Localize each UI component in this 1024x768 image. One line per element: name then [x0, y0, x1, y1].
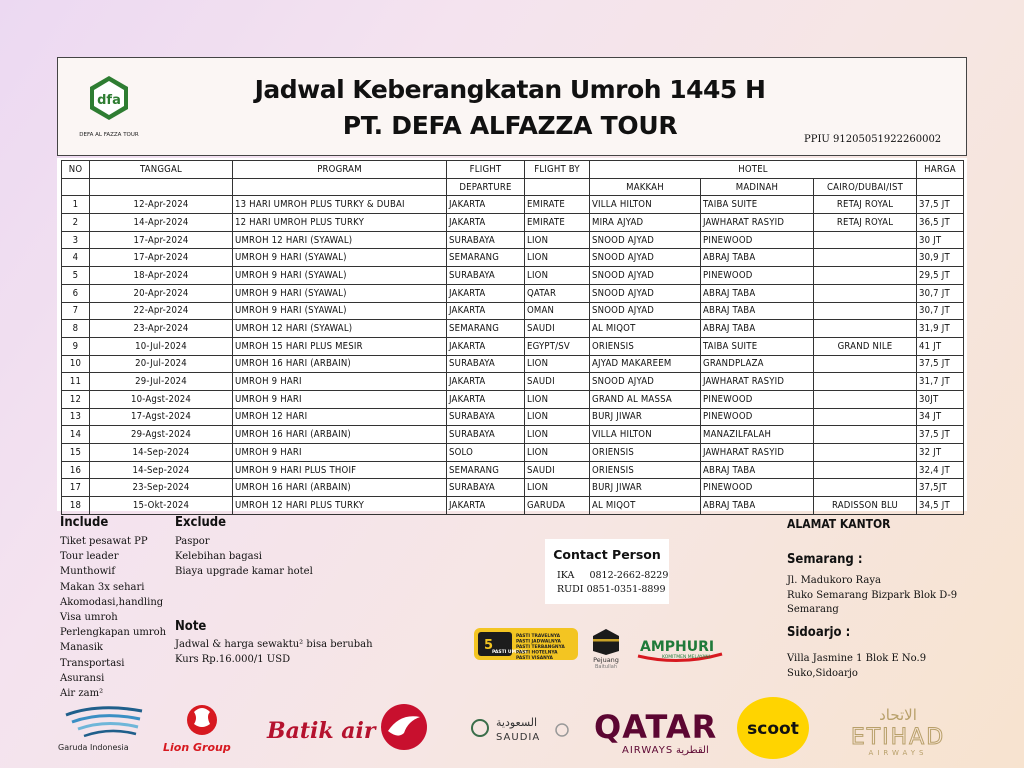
cell-program: UMROH 9 HARI [233, 390, 447, 408]
cell-cairo [814, 355, 917, 373]
cell-tanggal: 29-Agst-2024 [90, 426, 233, 444]
semarang-title: Semarang : [787, 552, 863, 567]
cell-harga: 30,9 JT [917, 249, 964, 267]
cell-tanggal: 15-Okt-2024 [90, 497, 233, 515]
cell-no: 1 [62, 196, 90, 214]
cell-no: 5 [62, 267, 90, 285]
table-row [62, 497, 964, 515]
cell-departure: SEMARANG [447, 249, 525, 267]
cell-harga: 30,7 JT [917, 284, 964, 302]
cell-madinah: JAWHARAT RASYID [701, 373, 814, 391]
qatar-arabic: القطرية [676, 745, 709, 756]
cell-makkah: BURJ JIWAR [590, 479, 701, 497]
cell-madinah: JAWHARAT RASYID [701, 444, 814, 462]
cell-flight-by: SAUDI [525, 373, 590, 391]
table-row [62, 390, 964, 408]
cell-makkah: VILLA HILTON [590, 426, 701, 444]
cell-tanggal: 10-Jul-2024 [90, 337, 233, 355]
schedule-body [62, 196, 964, 514]
include-item: Air zam² [60, 688, 104, 700]
garuda-logo [58, 701, 148, 753]
cell-program: UMROH 12 HARI (SYAWAL) [233, 320, 447, 338]
cell-harga: 36,5 JT [917, 214, 964, 232]
cell-harga: 31,7 JT [917, 373, 964, 391]
cell-cairo [814, 373, 917, 391]
include-item: Tour leader [60, 551, 119, 563]
cell-harga: 30JT [917, 390, 964, 408]
cell-madinah: TAIBA SUITE [701, 337, 814, 355]
contact-rudi[interactable] [557, 584, 666, 595]
table-row [62, 267, 964, 285]
cell-harga: 37,5 JT [917, 355, 964, 373]
exclude-item: Paspor [175, 536, 210, 547]
cell-flight-by: LION [525, 408, 590, 426]
col-harga: HARGA [917, 161, 964, 179]
pasti-five: 5 [484, 638, 494, 653]
cell-madinah: ABRAJ TABA [701, 302, 814, 320]
pejuang-line2: Baitullah [594, 664, 618, 670]
table-row [62, 302, 964, 320]
cell-flight-by: EGYPT/SV [525, 337, 590, 355]
cell-madinah: JAWHARAT RASYID [701, 214, 814, 232]
cell-no: 11 [62, 373, 90, 391]
cell-program: 12 HARI UMROH PLUS TURKY [233, 214, 447, 232]
pasti-line: PASTI TERBANGNYA [516, 645, 565, 650]
cell-cairo [814, 320, 917, 338]
exclude-item: Biaya upgrade kamar hotel [175, 566, 313, 578]
cell-departure: SOLO [447, 444, 525, 462]
cell-madinah: ABRAJ TABA [701, 284, 814, 302]
cell-harga: 31,9 JT [917, 320, 964, 338]
cell-program: UMROH 9 HARI (SYAWAL) [233, 302, 447, 320]
cell-tanggal: 20-Jul-2024 [90, 355, 233, 373]
schedule-table [61, 160, 964, 515]
cell-no: 15 [62, 444, 90, 462]
table-row [62, 461, 964, 479]
etihad-logo [836, 702, 960, 758]
cell-cairo [814, 408, 917, 426]
cell-madinah: PINEWOOD [701, 408, 814, 426]
cell-flight-by: EMIRATE [525, 214, 590, 232]
contact-name: RUDI [557, 584, 584, 595]
table-row [62, 196, 964, 214]
table-row [62, 337, 964, 355]
cell-program: UMROH 9 HARI (SYAWAL) [233, 249, 447, 267]
col-no: NO [62, 161, 90, 179]
cell-departure: JAKARTA [447, 302, 525, 320]
cell-departure: JAKARTA [447, 497, 525, 515]
lion-text: Lion Group [163, 741, 231, 754]
cell-no: 12 [62, 390, 90, 408]
batik-air-logo [263, 708, 376, 748]
page-title: Jadwal Keberangkatan Umroh 1445 H [254, 75, 766, 104]
cell-makkah: SNOOD AJYAD [590, 249, 701, 267]
amphuri-sub: KOMITMEN MELAYANI [662, 655, 710, 660]
cell-cairo [814, 231, 917, 249]
cell-departure: SURABAYA [447, 408, 525, 426]
cell-no: 2 [62, 214, 90, 232]
contact-name: IKA [557, 570, 575, 581]
note-item: Kurs Rp.16.000/1 USD [175, 654, 291, 666]
exclude-item: Kelebihan bagasi [175, 551, 262, 563]
address-line: Ruko Semarang Bizpark Blok D-9 [787, 589, 958, 601]
cell-madinah: ABRAJ TABA [701, 497, 814, 515]
col-cairo: CAIRO/DUBAI/IST [814, 178, 917, 196]
address-line: Jl. Madukoro Raya [787, 575, 881, 586]
include-item: Akomodasi,handling [60, 596, 164, 608]
cell-tanggal: 23-Apr-2024 [90, 320, 233, 338]
col-departure: DEPARTURE [447, 178, 525, 196]
cell-cairo [814, 390, 917, 408]
cell-cairo [814, 302, 917, 320]
table-row [62, 284, 964, 302]
cell-flight-by: LION [525, 479, 590, 497]
cell-flight-by: LION [525, 390, 590, 408]
cell-cairo [814, 426, 917, 444]
cell-makkah: SNOOD AJYAD [590, 267, 701, 285]
cell-cairo: RETAJ ROYAL [814, 214, 917, 232]
cell-no: 6 [62, 284, 90, 302]
cell-no: 4 [62, 249, 90, 267]
col-madinah: MADINAH [701, 178, 814, 196]
cell-departure: JAKARTA [447, 284, 525, 302]
cell-makkah: SNOOD AJYAD [590, 284, 701, 302]
cell-tanggal: 14-Sep-2024 [90, 444, 233, 462]
cell-no: 13 [62, 408, 90, 426]
sidoarjo-address [787, 651, 926, 681]
scoot-text: scoot [747, 719, 799, 739]
include-title: Include [60, 515, 109, 530]
cell-harga: 30 JT [917, 231, 964, 249]
cell-cairo: RETAJ ROYAL [814, 196, 917, 214]
address-line: Semarang [787, 604, 839, 615]
table-row [62, 444, 964, 462]
saudia-logo [468, 712, 572, 746]
include-list [60, 534, 166, 701]
cell-cairo [814, 461, 917, 479]
cell-tanggal: 23-Sep-2024 [90, 479, 233, 497]
cell-harga: 34,5 JT [917, 497, 964, 515]
cell-no: 3 [62, 231, 90, 249]
col-tanggal: TANGGAL [90, 161, 233, 179]
cell-program: UMROH 12 HARI (SYAWAL) [233, 231, 447, 249]
cell-makkah: VILLA HILTON [590, 196, 701, 214]
cell-makkah: ORIENSIS [590, 444, 701, 462]
contact-phone: 0812-2662-8229 [589, 570, 669, 581]
cell-madinah: MANAZILFALAH [701, 426, 814, 444]
cell-flight-by: LION [525, 267, 590, 285]
cell-no: 7 [62, 302, 90, 320]
etihad-text: ETIHAD [850, 725, 946, 750]
schedule-table-container [57, 158, 967, 511]
col-flight-by-sub [525, 178, 590, 196]
cell-flight-by: LION [525, 444, 590, 462]
cell-tanggal: 22-Apr-2024 [90, 302, 233, 320]
cell-madinah: PINEWOOD [701, 267, 814, 285]
include-item: Tiket pesawat PP [60, 536, 148, 547]
exclude-title: Exclude [175, 515, 227, 530]
cell-flight-by: LION [525, 355, 590, 373]
include-item: Perlengkapan umroh [60, 627, 167, 639]
cell-tanggal: 17-Apr-2024 [90, 249, 233, 267]
contact-ika[interactable] [557, 570, 668, 581]
cell-makkah: SNOOD AJYAD [590, 302, 701, 320]
note-title: Note [175, 619, 207, 634]
cell-cairo [814, 444, 917, 462]
cell-flight-by: LION [525, 426, 590, 444]
cell-madinah: GRANDPLAZA [701, 355, 814, 373]
exclude-list [175, 534, 313, 580]
pasti-line: PASTI JADWALNYA [516, 639, 561, 645]
cell-no: 18 [62, 497, 90, 515]
cell-program: 13 HARI UMROH PLUS TURKY & DUBAI [233, 196, 447, 214]
cell-no: 17 [62, 479, 90, 497]
address-line: Villa Jasmine 1 Blok E No.9 [787, 653, 927, 664]
col-program-sub [233, 178, 447, 196]
cell-flight-by: QATAR [525, 284, 590, 302]
contact-box [545, 539, 669, 604]
etihad-arabic: الاتحاد [879, 706, 917, 724]
col-harga-sub [917, 178, 964, 196]
cell-program: UMROH 12 HARI PLUS TURKY [233, 497, 447, 515]
cell-harga: 32 JT [917, 444, 964, 462]
cell-tanggal: 18-Apr-2024 [90, 267, 233, 285]
include-item: Transportasi [60, 657, 125, 669]
cell-no: 14 [62, 426, 90, 444]
qatar-text: QATAR [594, 708, 718, 746]
cell-tanggal: 17-Apr-2024 [90, 231, 233, 249]
cell-departure: SURABAYA [447, 267, 525, 285]
cell-no: 10 [62, 355, 90, 373]
include-item: Asuransi [60, 672, 105, 684]
include-item: Makan 3x sehari [60, 581, 145, 593]
cell-makkah: AJYAD MAKAREEM [590, 355, 701, 373]
include-item: Munthowif [60, 566, 116, 578]
etihad-sub: AIRWAYS [868, 749, 928, 757]
table-row [62, 479, 964, 497]
amphuri-name: AMPHURI [640, 639, 715, 655]
garuda-text: Garuda Indonesia [58, 743, 129, 752]
cell-cairo [814, 284, 917, 302]
table-row [62, 214, 964, 232]
cell-cairo [814, 479, 917, 497]
cell-makkah: AL MIQOT [590, 320, 701, 338]
cell-makkah: GRAND AL MASSA [590, 390, 701, 408]
pasti-line: PASTI TRAVELNYA [516, 634, 561, 639]
cell-tanggal: 10-Agst-2024 [90, 390, 233, 408]
cell-makkah: BURJ JIWAR [590, 408, 701, 426]
cell-makkah: AL MIQOT [590, 497, 701, 515]
cell-cairo [814, 267, 917, 285]
include-item: Manasik [60, 642, 103, 654]
cell-harga: 37,5JT [917, 479, 964, 497]
semarang-address [787, 574, 957, 618]
cell-cairo [814, 249, 917, 267]
cell-departure: SURABAYA [447, 355, 525, 373]
cell-harga: 37,5 JT [917, 196, 964, 214]
cell-tanggal: 12-Apr-2024 [90, 196, 233, 214]
cell-harga: 37,5 JT [917, 426, 964, 444]
table-row [62, 320, 964, 338]
cell-departure: SEMARANG [447, 461, 525, 479]
col-hotel: HOTEL [590, 161, 917, 179]
cell-madinah: PINEWOOD [701, 231, 814, 249]
cell-program: UMROH 12 HARI [233, 408, 447, 426]
table-row [62, 249, 964, 267]
cell-program: UMROH 9 HARI [233, 373, 447, 391]
cell-departure: JAKARTA [447, 373, 525, 391]
qatar-airways-logo [592, 706, 722, 758]
cell-harga: 32,4 JT [917, 461, 964, 479]
cell-madinah: ABRAJ TABA [701, 461, 814, 479]
table-row [62, 408, 964, 426]
cell-makkah: ORIENSIS [590, 461, 701, 479]
pasti-line: PASTI HOTELNYA [516, 650, 558, 656]
cell-departure: JAKARTA [447, 214, 525, 232]
amphuri-logo [636, 636, 724, 664]
cell-flight-by: OMAN [525, 302, 590, 320]
cell-flight-by: LION [525, 249, 590, 267]
table-row [62, 231, 964, 249]
col-program: PROGRAM [233, 161, 447, 179]
cell-program: UMROH 15 HARI PLUS MESIR [233, 337, 447, 355]
cell-tanggal: 14-Apr-2024 [90, 214, 233, 232]
saudia-arabic: السعودية [496, 716, 538, 729]
cell-madinah: PINEWOOD [701, 479, 814, 497]
cell-flight-by: EMIRATE [525, 196, 590, 214]
logo-caption: DEFA AL FAZZA TOUR [79, 132, 139, 138]
include-item: Visa umroh [60, 612, 118, 624]
cell-tanggal: 20-Apr-2024 [90, 284, 233, 302]
table-row [62, 355, 964, 373]
note-list [175, 637, 373, 667]
cell-makkah: MIRA AJYAD [590, 214, 701, 232]
col-no-sub [62, 178, 90, 196]
pasti-line: PASTI VISANYA [516, 656, 553, 661]
office-title: ALAMAT KANTOR [787, 517, 891, 531]
col-flight-by: FLIGHT BY [525, 161, 590, 179]
pasti-umrah-badge [474, 626, 578, 662]
turkish-airlines-logo [378, 703, 430, 751]
cell-program: UMROH 9 HARI (SYAWAL) [233, 267, 447, 285]
cell-madinah: PINEWOOD [701, 390, 814, 408]
cell-harga: 29,5 JT [917, 267, 964, 285]
cell-no: 16 [62, 461, 90, 479]
contact-title: Contact Person [553, 547, 661, 562]
scoot-logo [735, 696, 811, 760]
cell-harga: 34 JT [917, 408, 964, 426]
cell-tanggal: 29-Jul-2024 [90, 373, 233, 391]
cell-no: 8 [62, 320, 90, 338]
cell-tanggal: 14-Sep-2024 [90, 461, 233, 479]
lion-group-logo [160, 700, 244, 756]
cell-program: UMROH 9 HARI PLUS THOIF [233, 461, 447, 479]
cell-harga: 30,7 JT [917, 302, 964, 320]
company-logo [72, 66, 146, 142]
svg-text:dfa: dfa [97, 93, 121, 108]
note-item: Jadwal & harga sewaktu² bisa berubah [175, 639, 373, 650]
batik-text: Batik air [267, 718, 376, 744]
cell-madinah: TAIBA SUITE [701, 196, 814, 214]
col-makkah: MAKKAH [590, 178, 701, 196]
cell-flight-by: SAUDI [525, 461, 590, 479]
cell-madinah: ABRAJ TABA [701, 320, 814, 338]
col-flight: FLIGHT [447, 161, 525, 179]
cell-madinah: ABRAJ TABA [701, 249, 814, 267]
cell-departure: SURABAYA [447, 479, 525, 497]
col-tanggal-sub [90, 178, 233, 196]
cell-program: UMROH 16 HARI (ARBAIN) [233, 355, 447, 373]
sidoarjo-title: Sidoarjo : [787, 625, 851, 640]
pejuang-line1: Pejuang [593, 656, 619, 664]
cell-departure: SURABAYA [447, 231, 525, 249]
table-row [62, 373, 964, 391]
address-line: Suko,Sidoarjo [787, 668, 858, 679]
qatar-sub: AIRWAYS [622, 745, 674, 756]
cell-flight-by: LION [525, 231, 590, 249]
cell-cairo: GRAND NILE [814, 337, 917, 355]
cell-flight-by: GARUDA [525, 497, 590, 515]
table-row [62, 426, 964, 444]
contact-phone: 0851-0351-8899 [586, 584, 666, 595]
cell-departure: JAKARTA [447, 196, 525, 214]
cell-departure: SEMARANG [447, 320, 525, 338]
cell-program: UMROH 16 HARI (ARBAIN) [233, 479, 447, 497]
cell-departure: JAKARTA [447, 390, 525, 408]
ppiu-number: PPIU 91205051922260002 [804, 134, 942, 145]
cell-makkah: ORIENSIS [590, 337, 701, 355]
cell-makkah: SNOOD AJYAD [590, 231, 701, 249]
cell-harga: 41 JT [917, 337, 964, 355]
cell-makkah: SNOOD AJYAD [590, 373, 701, 391]
cell-departure: JAKARTA [447, 337, 525, 355]
pasti-label: PASTI UMRAH [492, 650, 527, 655]
cell-program: UMROH 16 HARI (ARBAIN) [233, 426, 447, 444]
saudia-text: SAUDIA [496, 732, 541, 743]
cell-program: UMROH 9 HARI [233, 444, 447, 462]
cell-cairo: RADISSON BLU [814, 497, 917, 515]
cell-no: 9 [62, 337, 90, 355]
company-name: PT. DEFA ALFAZZA TOUR [342, 111, 678, 140]
cell-tanggal: 17-Agst-2024 [90, 408, 233, 426]
cell-flight-by: SAUDI [525, 320, 590, 338]
cell-program: UMROH 9 HARI (SYAWAL) [233, 284, 447, 302]
cell-departure: SURABAYA [447, 426, 525, 444]
pejuang-baitullah-logo [586, 627, 626, 669]
